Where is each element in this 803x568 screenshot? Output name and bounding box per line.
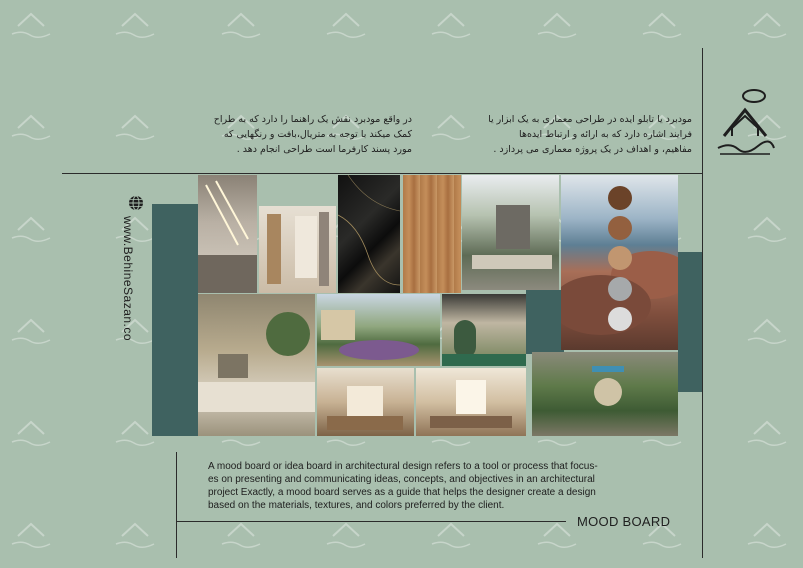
palette-swatch-1 [608,186,632,210]
website-url[interactable]: www.BehineSazan.co [121,216,135,342]
bottom-rule [176,521,566,522]
watermark-logo-icon [218,10,264,40]
watermark-logo-icon [428,10,474,40]
palette-swatch-2 [608,216,632,240]
watermark-logo-icon [744,10,790,40]
watermark-logo-icon [112,112,158,142]
watermark-logo-icon [534,10,580,40]
courtyard-aerial-photo [532,352,678,436]
palette-swatch-3 [608,246,632,270]
palette-swatch-5 [608,307,632,331]
patio-pergola-photo [442,294,526,366]
accent-block-right [678,252,702,392]
globe-icon [128,195,144,211]
left-rule [176,452,177,558]
watermark-logo-icon [8,10,54,40]
persian-paragraph-left: در واقع مودبرد نقش یک راهنما را دارد که به طراح کمک میکند با توجه به متریال،بافت و رنگهایی که مورد پسند کارفرما است طراحی انجام دهد . [213,114,412,155]
accent-block-center [526,290,564,354]
villa-garden-photo [317,294,440,366]
watermark-logo-icon [8,520,54,550]
mood-board-title: MOOD BOARD [577,514,671,529]
watermark-logo-icon [112,520,158,550]
english-paragraph: A mood board or idea board in architectural design refers to a tool or process that focus- es on presenting and communicating ideas, concepts, and objectives in an architectural project Exactly, a mood board serves as a guide that helps the designer create a design based on the materials, textures, and colors preferred by the client. [208,461,598,511]
watermark-logo-icon [112,10,158,40]
watermark-logo-icon [8,214,54,244]
watermark-logo-icon [323,10,369,40]
watermark-logo-icon [639,10,685,40]
top-rule [62,173,702,174]
watermark-logo-icon [428,520,474,550]
interior-shelving-photo [259,206,336,293]
watermark-logo-icon [744,520,790,550]
interior-lighting-photo [198,175,257,293]
watermark-logo-icon [744,214,790,244]
living-room-photo-1 [317,368,414,436]
palette-swatch-4 [608,277,632,301]
wood-texture-swatch [403,175,461,293]
watermark-logo-icon [218,520,264,550]
living-room-photo-2 [416,368,526,436]
watermark-logo-icon [744,316,790,346]
right-rule [702,48,703,558]
watermark-logo-icon [8,418,54,448]
watermark-logo-icon [8,112,54,142]
watermark-logo-icon [744,418,790,448]
accent-block-left [152,204,198,436]
watermark-logo-icon [534,520,580,550]
terrace-bench-photo [198,294,315,436]
behine-sazan-logo-icon [712,86,778,162]
watermark-logo-icon [8,316,54,346]
persian-paragraph-right: مودبرد یا تابلو ایده در طراحی معماری به یک ابزار یا فرایند اشاره دارد که به ارائه و ارتباط ایده‌ها مفاهیم، و اهداف در یک پروژه معماری می پردازد . [488,114,692,155]
black-marble-swatch [338,175,400,293]
courtyard-fountain-photo [462,175,559,290]
watermark-logo-icon [323,520,369,550]
